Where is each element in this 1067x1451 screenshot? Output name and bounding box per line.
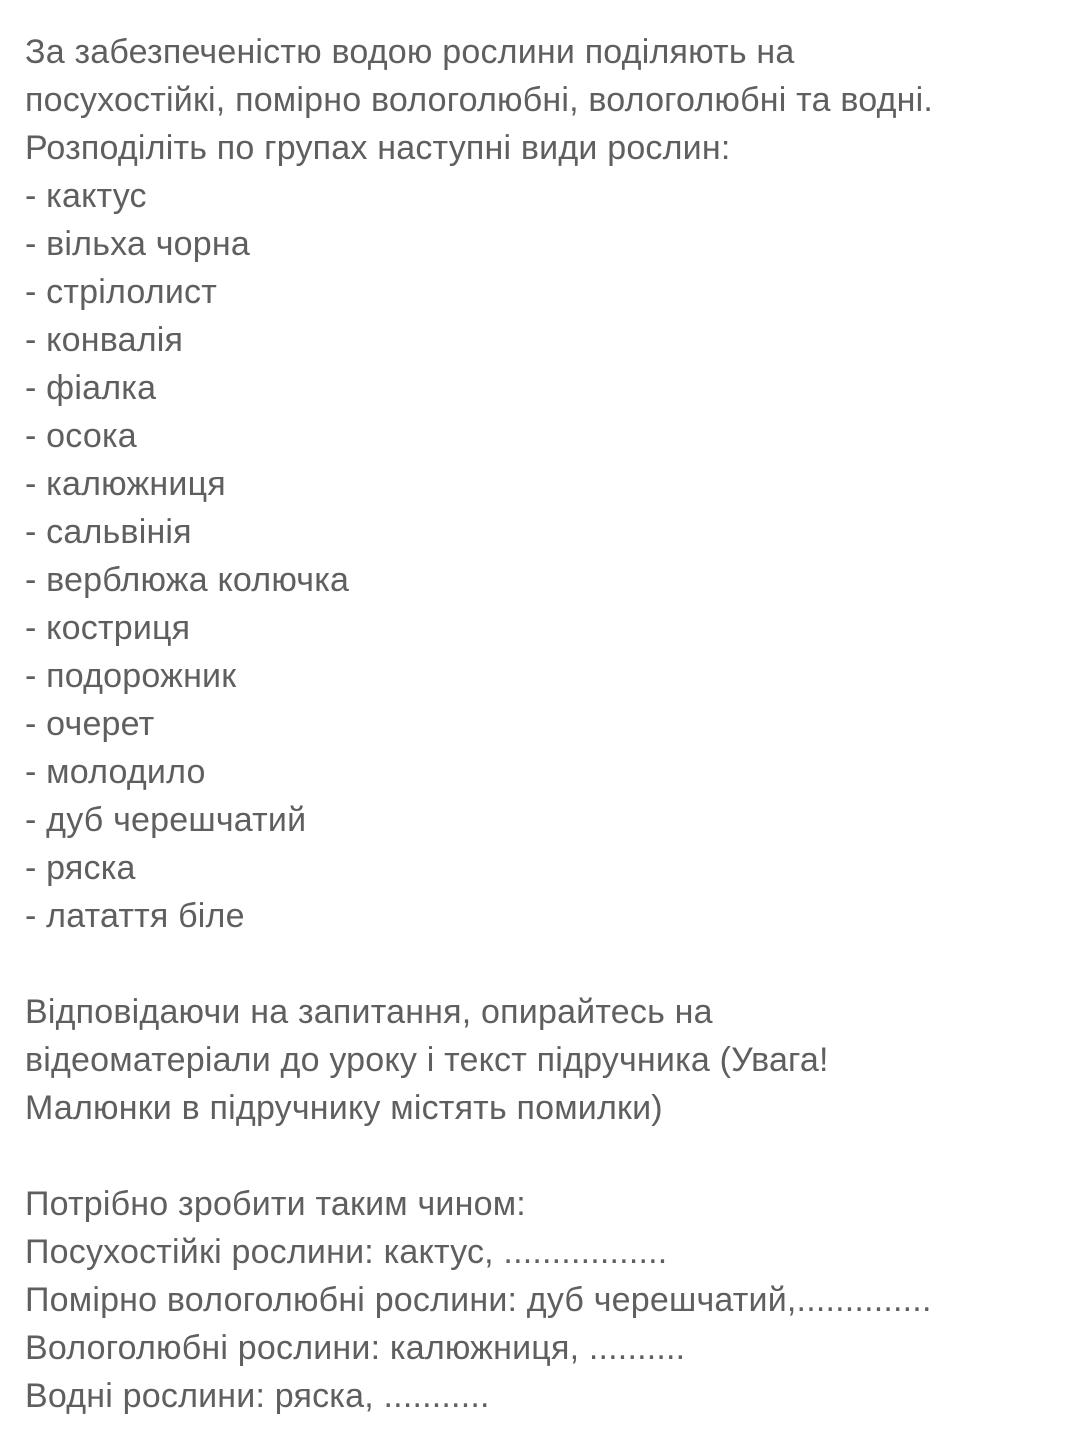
intro-line: Розподіліть по групах наступні види рослин: (25, 129, 731, 167)
note-line: Відповідаючи на запитання, опирайтесь на (25, 993, 713, 1031)
plant-list-item: - калюжниця (25, 465, 226, 503)
plant-list-item: - фіалка (25, 369, 157, 407)
plant-list-item: - вільха чорна (25, 225, 250, 263)
example-line: Вологолюбні рослини: калюжниця, .......... (25, 1329, 686, 1367)
plant-list-item: - кактус (25, 177, 147, 215)
plant-list-item: - стрілолист (25, 273, 217, 311)
note-line: відеоматеріали до уроку і текст підручника (Увага! (25, 1041, 829, 1079)
plant-list-item: - подорожник (25, 657, 237, 695)
example-line: Помірно вологолюбні рослини: дуб черешчатий,.............. (25, 1281, 932, 1319)
plant-list-item: - верблюжа колючка (25, 561, 350, 599)
plant-list-item: - осока (25, 417, 137, 455)
plant-list-item: - конвалія (25, 321, 184, 359)
plant-list-item: - костриця (25, 609, 191, 647)
plant-list-item: - дуб черешчатий (25, 801, 307, 839)
intro-line: посухостійкі, помірно вологолюбні, вологолюбні та водні. (25, 81, 933, 119)
plant-list-item: - латаття біле (25, 897, 245, 935)
intro-line: За забезпеченістю водою рослини поділяють на (25, 33, 795, 71)
example-line: Водні рослини: ряска, ........... (25, 1377, 490, 1415)
example-line: Посухостійкі рослини: кактус, ................. (25, 1233, 668, 1271)
plant-list-item: - очерет (25, 705, 155, 743)
plant-list-item: - молодило (25, 753, 206, 791)
message-text (25, 28, 1060, 1420)
plant-list-item: - ряска (25, 849, 136, 887)
plant-list-item: - сальвінія (25, 513, 192, 551)
blank-line (25, 1132, 1060, 1180)
note-line: Малюнки в підручнику містять помилки) (25, 1089, 663, 1127)
example-line: Потрібно зробити таким чином: (25, 1185, 526, 1223)
blank-line (25, 940, 1060, 988)
